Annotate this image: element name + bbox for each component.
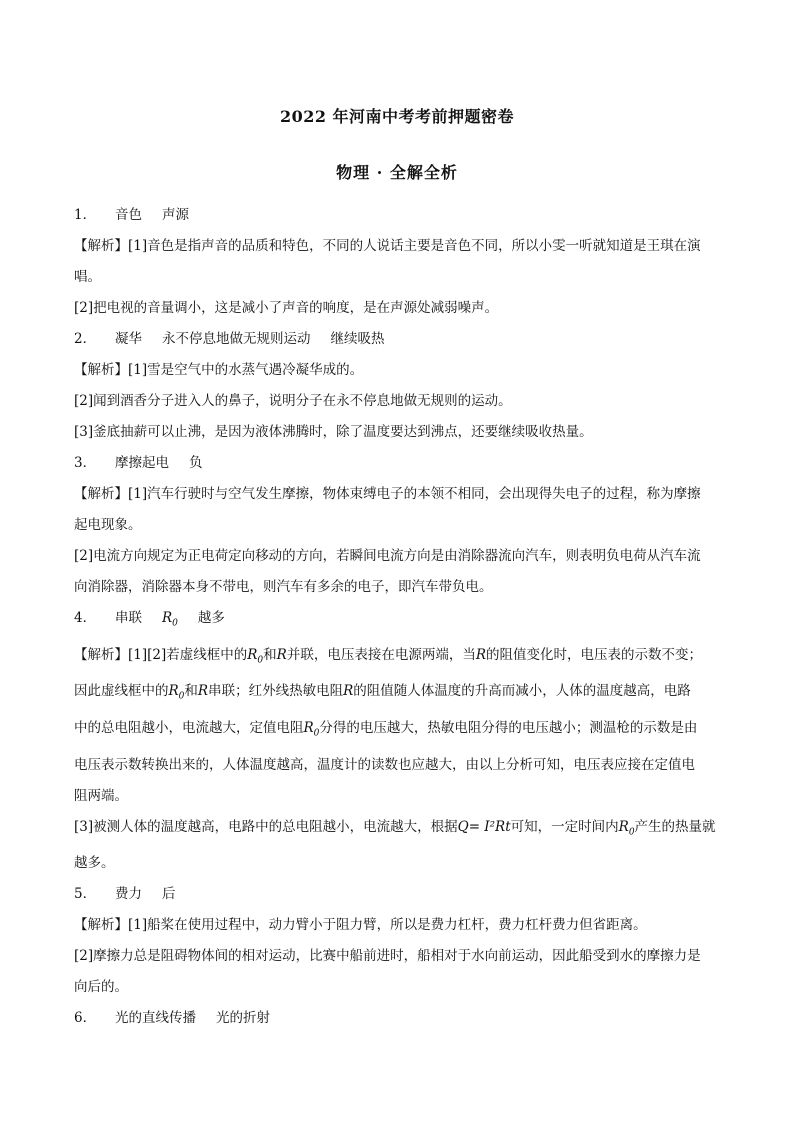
- variable-subscript: 0: [628, 827, 635, 838]
- explanation-line: 起电现象。: [74, 517, 142, 533]
- variable-r0: [618, 818, 635, 838]
- text-run: 【解析】[1][2]若虚线框中的: [74, 646, 248, 663]
- answer-blank: 后: [162, 886, 176, 903]
- answer-blank: 负: [189, 455, 203, 471]
- variable-r: R: [276, 646, 287, 663]
- variable-symbol: R: [162, 610, 173, 626]
- text-run: 因此虚线框中的: [74, 683, 169, 700]
- question-number: 2．: [74, 331, 97, 347]
- question-number: 5．: [74, 886, 97, 903]
- text-run: 分得的电压越大，热敏电阻分得的电压越小；测温枪的示数是由: [319, 720, 698, 737]
- question-5-answer-line: [74, 879, 724, 910]
- text-run: 和: [184, 683, 198, 700]
- variable-r: R: [197, 683, 209, 700]
- answer-content: [74, 200, 724, 1034]
- explanation-line: [3]釜底抽薪可以止沸，是因为液体沸腾时，除了温度要达到沸点，还要继续吸收热量。: [74, 424, 593, 440]
- question-2-answer-line: [74, 324, 724, 355]
- variable-symbol: R: [618, 818, 629, 835]
- explanation-line: 【解析】[1]船桨在使用过程中，动力臂小于阻力臂，所以是费力杠杆，费力杠杆费力但省距离。: [74, 917, 647, 934]
- answer-blank: 继续吸热: [330, 331, 385, 347]
- text-run: 产生的热量就: [634, 818, 716, 835]
- answer-blank: 摩擦起电: [115, 455, 169, 471]
- explanation-line: [2]把电视的音量调小，这是减小了声音的响度，是在声源处减弱噪声。: [74, 300, 499, 316]
- document-title: 2022 年河南中考考前押题密卷: [279, 107, 515, 126]
- explanation-line: 唱。: [74, 269, 101, 285]
- text-run: 可知，一定时间内: [510, 818, 619, 835]
- text-run: 的阻值变化时，电压表的示数不变；: [486, 646, 702, 663]
- explanation-line: [2]摩擦力总是阻碍物体间的相对运动，比赛中船前进时，船相对于水向前运动，因此船受到水的摩擦力是: [74, 948, 701, 965]
- question-number: 3．: [74, 455, 97, 471]
- answer-blank: 凝华: [115, 331, 142, 347]
- answer-blank: 串联: [115, 610, 142, 626]
- question-6-answer-line: [74, 1003, 724, 1034]
- variable-symbol: R: [168, 683, 179, 700]
- explanation-line: 向消除器，消除器本身不带电，则汽车有多余的电子，即汽车带负电。: [74, 579, 493, 595]
- answer-blank: 费力: [115, 886, 142, 903]
- answer-blank: 光的直线传播: [115, 1010, 196, 1027]
- variable-subscript: 0: [313, 728, 320, 739]
- explanation-line: 电压表示数转换出来的，人体温度越高，温度计的读数也应越大，由以上分析可知，电压表应接在定值电: [74, 756, 695, 773]
- explanation-line: 【解析】[1]雪是空气中的水蒸气遇冷凝华成的。: [74, 362, 364, 378]
- explanation-line: 阻两端。: [74, 787, 128, 804]
- variable-r: R: [475, 646, 486, 663]
- text-run: 和: [263, 646, 277, 663]
- question-1-answer-line: [74, 200, 724, 231]
- variable-subscript: 0: [257, 655, 264, 666]
- variable-subscript: 0: [178, 692, 185, 703]
- answer-blank-variable: [162, 603, 178, 640]
- variable-r0: [247, 646, 264, 666]
- text-run: 并联，电压表接在电源两端，当: [286, 646, 476, 663]
- document-subtitle: 物理 · 全解全析: [336, 163, 458, 182]
- explanation-line: 向后的。: [74, 979, 128, 996]
- explanation-line: [2]电流方向规定为正电荷定向移动的方向，若瞬间电流方向是由消除器流向汽车，则表明负电荷从汽车流: [74, 548, 701, 564]
- explanation-line: [74, 713, 724, 750]
- text-run: 串联；红外线热敏电阻: [208, 683, 344, 700]
- answer-blank: 永不停息地做无规则运动: [162, 331, 311, 347]
- variable-r0: [168, 683, 185, 703]
- explanation-line: [2]闻到酒香分子进入人的鼻子，说明分子在永不停息地做无规则的运动。: [74, 393, 512, 409]
- question-3-answer-line: [74, 448, 724, 479]
- question-number: 6．: [74, 1010, 97, 1027]
- explanation-line: 【解析】[1]汽车行驶时与空气发生摩擦，物体束缚电子的本领不相同，会出现得失电子的过程，称为摩擦: [74, 486, 701, 502]
- question-number: 4．: [74, 610, 97, 626]
- variable-subscript: 0: [172, 618, 178, 629]
- explanation-line: [74, 676, 724, 713]
- text-run: [3]被测人体的温度越高，电路中的总电阻越小，电流越大，根据: [74, 818, 458, 835]
- answer-blank: 越多: [197, 610, 225, 626]
- variable-r0: [303, 720, 320, 739]
- formula: Q= I²Rt: [457, 818, 511, 835]
- explanation-line: 越多。: [74, 855, 115, 872]
- question-4-answer-line: [74, 603, 724, 640]
- explanation-line: 【解析】[1]音色是指声音的品质和特色，不同的人说话主要是音色不同，所以小雯一听就知道是王琪在演: [74, 238, 701, 254]
- variable-symbol: R: [303, 720, 314, 737]
- answer-blank: 音色: [115, 207, 142, 223]
- text-run: 中的总电阻越小，电流越大，定值电阻: [74, 720, 304, 737]
- answer-blank: 光的折射: [216, 1010, 270, 1027]
- answer-blank: 声源: [162, 207, 189, 223]
- variable-symbol: R: [247, 646, 258, 663]
- text-run: 的阻值随人体温度的升高而减小，人体的温度越高，电路: [353, 683, 691, 700]
- explanation-line: [74, 640, 724, 677]
- explanation-line: [74, 812, 724, 849]
- variable-r: R: [343, 683, 354, 700]
- question-number: 1．: [74, 207, 97, 223]
